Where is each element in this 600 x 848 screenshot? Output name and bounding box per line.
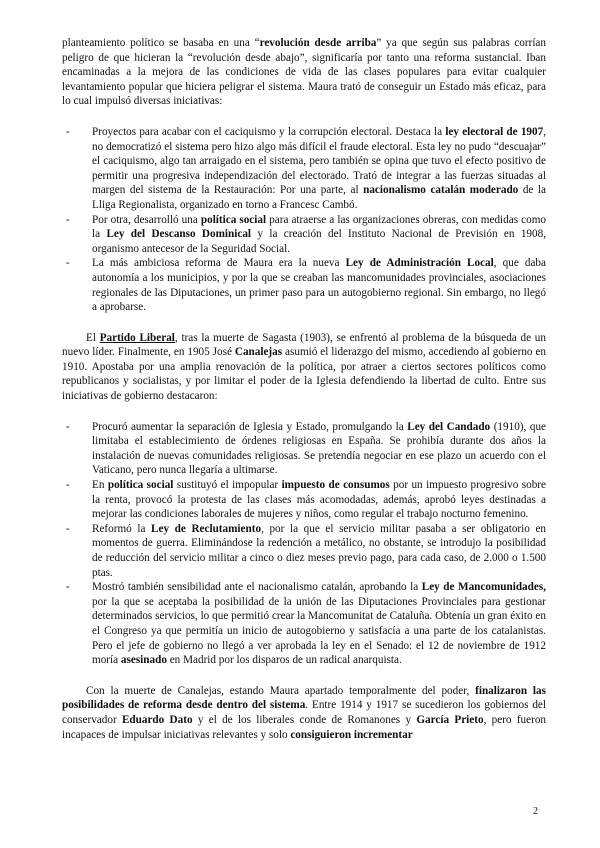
list-item: - Mostró también sensibilidad ante el nacionalismo catalán, aprobando la Ley de Mancomunidades, por la que se aceptaba la posibilidad de la unión de las Diputaciones Provinciales para gestionar determinados servicios, lo que permitió crear la Mancomunitat de Cataluña. Obtenía un gran éxito en el Congreso ya que permitía un inicio de autogobierno y satisfacía a una parte de los catalanistas. Pero el jefe de gobierno no llegó a ver aprobada la ley en el Senado: el 12 de noviembre de 1912 moría asesinado en Madrid por los disparos de un radical anarquista. [92,580,546,668]
liberal-party-paragraph: El Partido Liberal, tras la muerte de Sagasta (1903), se enfrentó al problema de la búsqueda de un nuevo líder. Finalmente, en 1905 José Canalejas asumió el liderazgo del mismo, accediendo al gobierno en 1910. Apostaba por una amplia renovación de la política, por atraer a ciertos sectores políticos como republicanos y socialistas, y por limitar el poder de la Iglesia defendiendo la libertad de culto. Entre sus iniciativas de gobierno destacaron: [62,331,546,403]
list-item: - Procuró aumentar la separación de Iglesia y Estado, promulgando la Ley del Candado (1910), que limitaba el establecimiento de órdenes religiosas en España. Se prohibía durante dos años la instalación de nuevas comunidades religiosas. Se pretendía negociar en ese plazo un acuerdo con el Vaticano, pero nunca llegaría a ultimarse. [92,420,546,478]
list-item: - Por otra, desarrolló una política social para atraerse a las organizaciones obreras, con medidas como la Ley del Descanso Dominical y la creación del Instituto Nacional de Previsión en 1908, organismo antecesor de la Seguridad Social. [92,213,546,257]
list-item: - Proyectos para acabar con el caciquismo y la corrupción electoral. Destaca la ley electoral de 1907, no democratizó el sistema pero hizo algo más difícil el fraude electoral. Esta ley no pudo “descuajar” el caciquismo, algo tan arraigado en el sistema, pero también se opina que tuvo el efecto positivo de permitir una progresiva independización del electorado. Trató de integrar a las fuerzas situadas al margen del sistema de la Restauración: Por una parte, al nacionalismo catalán moderado de la Lliga Regionalista, organizado en torno a Francesc Cambó. [92,125,546,213]
maura-initiatives-list [62,125,546,315]
intro-paragraph: planteamiento político se basaba en una “revolución desde arriba” ya que según sus palabras corrían peligro de que hicieran la “revolución desde abajo”, significaría por tanto una reforma sustancial. Iban encaminadas a la mejora de las condiciones de vida de las clases populares para evitar cualquier levantamiento popular que hiciera peligrar el sistema. Maura trató de conseguir un Estado más eficaz, para lo cual impulsó diversas iniciativas: [62,37,546,108]
list-item: - La más ambiciosa reforma de Maura era la nueva Ley de Administración Local, que daba autonomía a los municipios, y por la que se creaban las mancomunidades provinciales, asociaciones regionales de las Diputaciones, un primer paso para un autogobierno regional. Sin embargo, no llegó a aprobarse. [92,256,546,314]
closing-paragraph: Con la muerte de Canalejas, estando Maura apartado temporalmente del poder, finalizaron las posibilidades de reforma desde dentro del sistema. Entre 1914 y 1917 se sucedieron los gobiernos del conservador Eduardo Dato y el de los liberales conde de Romanones y García Prieto, pero fueron incapaces de impulsar iniciativas relevantes y solo consiguieron incrementar [62,684,547,741]
canalejas-initiatives-list [62,420,546,668]
list-item: - En política social sustituyó el impopular impuesto de consumos por un impuesto progresivo sobre la renta, provocó la protesta de las clases más acomodadas, además, aprobó leyes destinadas a mejorar las condiciones laborales de mujeres y niños, como regular el trabajo nocturno femenino. [92,478,546,522]
body-text [62,36,546,742]
page-number: 2 [533,806,538,817]
list-item: - Reformó la Ley de Reclutamiento, por la que el servicio militar pasaba a ser obligatorio en momentos de guerra. Eliminándose la redención a metálico, no obstante, se introdujo la posibilidad de reducción del servicio militar a cinco o diez meses previo pago, para cada caso, de 2.000 o 1.500 ptas. [92,522,546,580]
